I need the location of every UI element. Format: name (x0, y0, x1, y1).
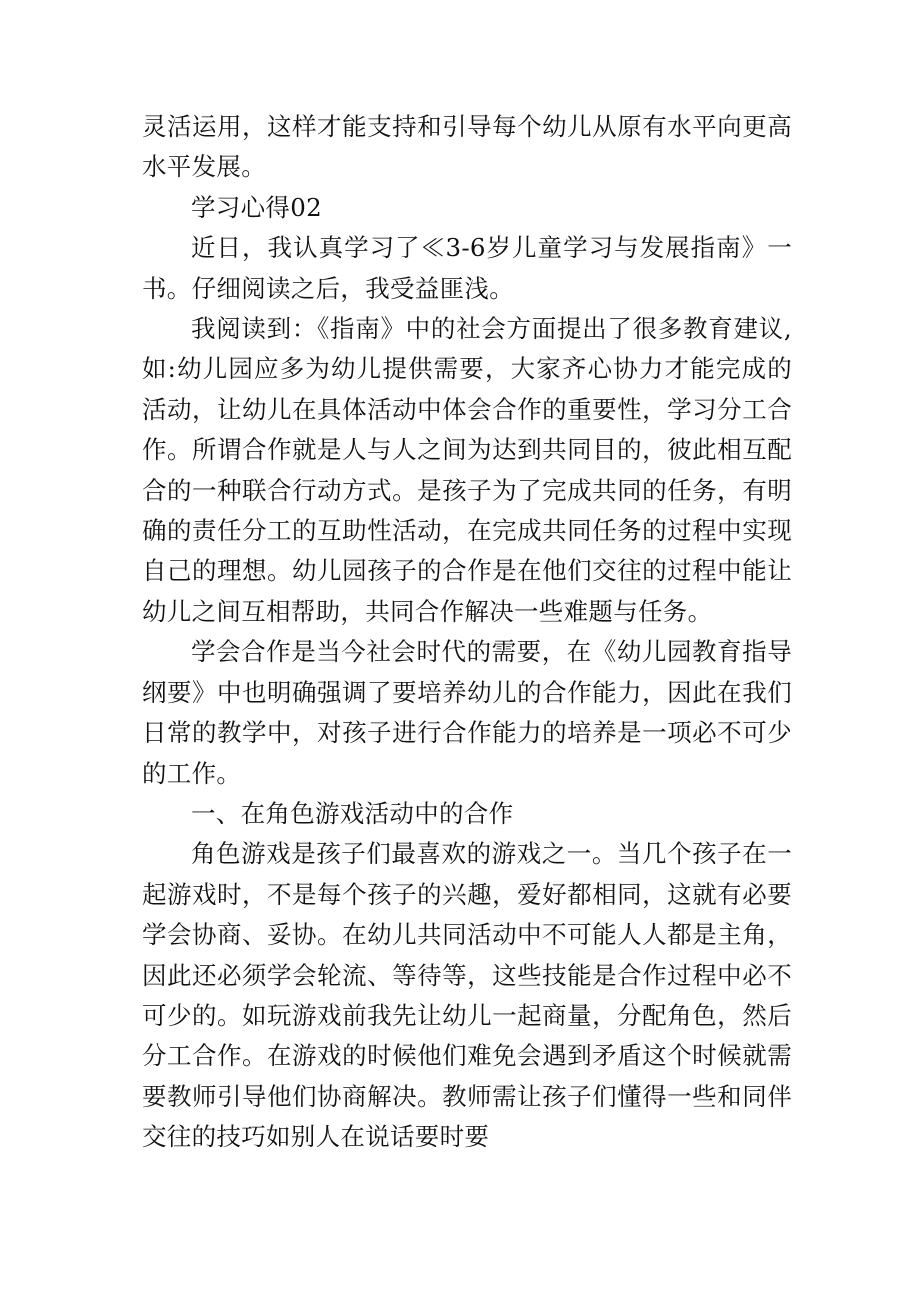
section-heading-role-play: 一、在角色游戏活动中的合作 (191, 798, 514, 828)
continuation-paragraph: 灵活运用，这样才能支持和引导每个幼儿从原有水平向更高水平发展。 (142, 112, 792, 182)
document-body (142, 107, 792, 1158)
paragraph-role-play: 角色游戏是孩子们最喜欢的游戏之一。当几个孩子在一起游戏时，不是每个孩子的兴趣，爱好都相同，这就有必要学会协商、妥协。在幼儿共同活动中不可能人人都是主角，因此还必须学会轮流、等待等，这些技能是合作过程中必不可少的。如玩游戏前我先让幼儿一起商量，分配角色，然后分工合作。在游戏的时候他们难免会遇到矛盾这个时候就需要教师引导他们协商解决。教师需让孩子们懂得一些和同伴交往的技巧如别人在说话要时要 (142, 839, 792, 1152)
paragraph-cooperation-needs: 学会合作是当今社会时代的需要，在《幼儿园教育指导纲要》中也明确强调了要培养幼儿的合作能力，因此在我们日常的教学中，对孩子进行合作能力的培养是一项必不可少的工作。 (142, 637, 792, 788)
paragraph-intro: 近日，我认真学习了≪3-6岁儿童学习与发展指南》一书。仔细阅读之后，我受益匪浅。 (142, 233, 792, 303)
section-heading-study-notes-02: 学习心得02 (191, 192, 322, 222)
paragraph-guide-social: 我阅读到：《指南》中的社会方面提出了很多教育建议,如:幼儿园应多为幼儿提供需要，大家齐心协力才能完成的活动，让幼儿在具体活动中体会合作的重要性，学习分工合作。所谓合作就是人与人之间为达到共同目的，彼此相互配合的一种联合行动方式。是孩子为了完成共同的任务，有明确的责任分工的互助性活动，在完成共同任务的过程中实现自己的理想。幼儿园孩子的合作是在他们交往的过程中能让幼儿之间互相帮助，共同合作解决一些难题与任务。 (142, 314, 792, 626)
